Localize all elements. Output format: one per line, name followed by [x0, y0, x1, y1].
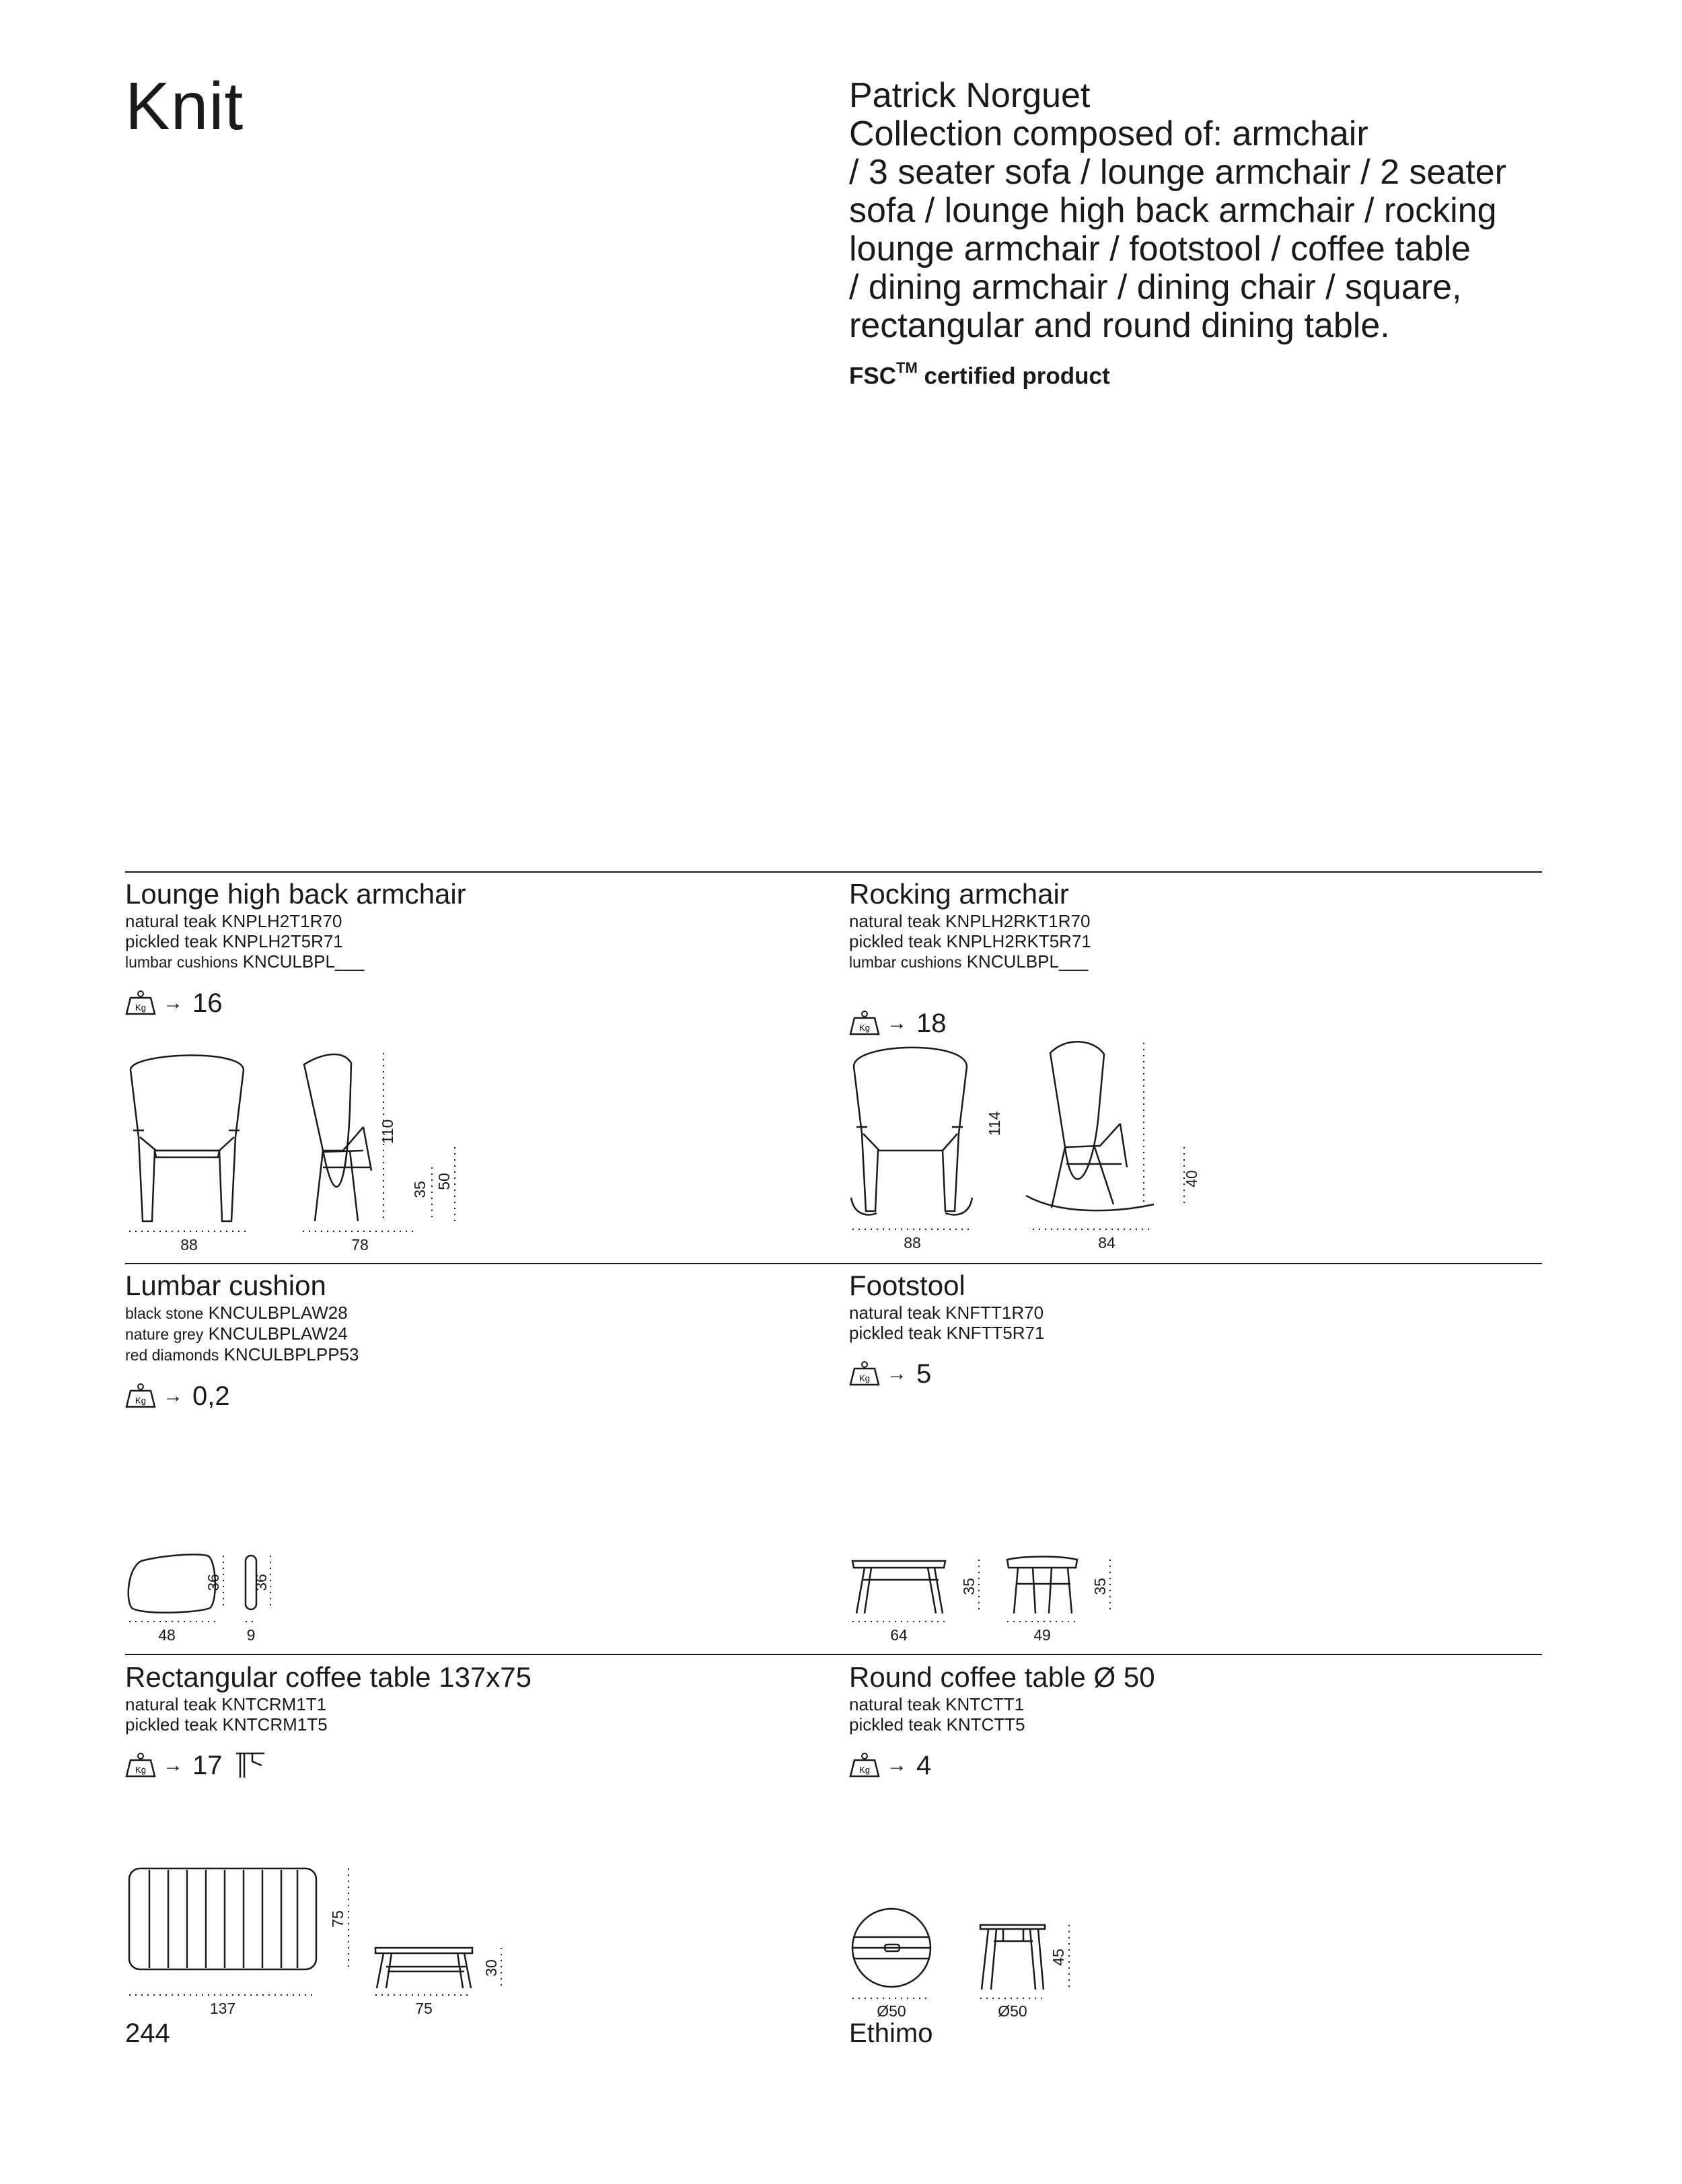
weight-value: 18 [916, 1008, 947, 1038]
code-value: KNCULBPL___ [966, 951, 1089, 972]
dim-side-width: 75 [415, 2000, 433, 2017]
svg-text:Kg: Kg [135, 1003, 146, 1013]
weight-icon [849, 1360, 880, 1387]
code-value: KNFTT5R71 [946, 1323, 1045, 1343]
fsc-tm: TM [896, 359, 918, 376]
dim-height: 36 [205, 1574, 222, 1591]
code-label: natural teak [849, 911, 941, 931]
code-value: KNFTT1R70 [945, 1303, 1044, 1323]
dim-side-diameter: Ø50 [998, 2002, 1027, 2020]
dim-side-height: 36 [252, 1574, 270, 1591]
code-row [849, 1694, 1155, 1714]
weight-value: 5 [916, 1358, 932, 1389]
dim-front-height: 35 [960, 1578, 978, 1595]
fsc-prefix: FSC [849, 363, 896, 390]
svg-text:Kg: Kg [135, 1395, 146, 1406]
product-rect-coffee-table [125, 1662, 532, 1782]
rect-coffee-table-drawing [121, 1860, 511, 2015]
page-number: 244 [125, 2018, 170, 2048]
code-value: KNPLH2T5R71 [222, 931, 343, 951]
dim-top-diameter: Ø50 [877, 2002, 906, 2020]
dim-top-length: 137 [209, 2000, 236, 2017]
product-name: Footstool [849, 1270, 965, 1301]
code-row [849, 1303, 1044, 1323]
product-name: Rocking armchair [849, 878, 1069, 910]
weight-icon [125, 990, 156, 1017]
weight-row [125, 1749, 532, 1782]
svg-text:Kg: Kg [859, 1765, 870, 1775]
dim-width: 48 [158, 1626, 176, 1644]
product-rocking-armchair [849, 879, 1091, 1040]
weight-icon [125, 1752, 156, 1779]
dim-side-height: 35 [1091, 1578, 1109, 1595]
weight-value: 17 [192, 1750, 223, 1780]
dim-front-width: 88 [180, 1236, 198, 1253]
code-label: natural teak [125, 1694, 217, 1714]
code-row [125, 911, 466, 931]
arrow-glyph: → [887, 1012, 907, 1034]
code-label: pickled teak [849, 931, 942, 951]
section-divider [125, 871, 1542, 873]
code-row [125, 1714, 532, 1735]
dim-height: 114 [986, 1111, 1003, 1136]
page-title: Knit [125, 69, 244, 144]
code-row [849, 951, 1091, 972]
code-row [125, 1323, 359, 1344]
product-codes [849, 1303, 1044, 1343]
code-label: pickled teak [125, 1714, 218, 1735]
intro-line: rectangular and round dining table. [849, 306, 1390, 345]
code-label: pickled teak [125, 931, 218, 951]
intro-line: lounge armchair / footstool / coffee table [849, 229, 1471, 268]
code-row [125, 1303, 359, 1323]
product-lounge-high-back [125, 879, 466, 1019]
arrow-glyph: → [163, 1385, 183, 1407]
weight-icon [849, 1752, 880, 1779]
code-label: lumbar cushions [125, 953, 238, 971]
product-name: Rectangular coffee table 137x75 [125, 1661, 532, 1693]
intro-line: / 3 seater sofa / lounge armchair / 2 seater [849, 153, 1506, 192]
code-value: KNPLH2RKT1R70 [945, 911, 1091, 931]
product-codes [125, 1694, 532, 1735]
weight-icon [849, 1010, 880, 1037]
code-label: natural teak [125, 911, 217, 931]
code-label: red diamonds [125, 1346, 219, 1364]
code-row [125, 931, 466, 951]
intro-line: sofa / lounge high back armchair / rocking [849, 191, 1497, 230]
weight-row [849, 1007, 1091, 1040]
code-value: KNPLH2T1R70 [221, 911, 342, 931]
product-round-coffee-table [849, 1662, 1155, 1782]
collection-intro [849, 77, 1616, 345]
code-row [125, 1344, 359, 1365]
code-row [849, 1323, 1044, 1343]
arrow-glyph: → [887, 1754, 907, 1776]
product-codes [849, 911, 1091, 972]
code-value: KNTCRM1T1 [221, 1694, 327, 1714]
dim-top-depth: 75 [329, 1910, 346, 1928]
fsc-certification [849, 359, 1110, 390]
code-value: KNTCTT5 [946, 1714, 1025, 1735]
product-lumbar-cushion [125, 1270, 359, 1412]
intro-line: / dining armchair / dining chair / square, [849, 268, 1462, 307]
rocking-armchair-drawing [844, 1040, 1208, 1251]
dim-side-depth: 49 [1033, 1626, 1051, 1644]
code-row [849, 931, 1091, 951]
dim-height: 110 [379, 1119, 396, 1144]
weight-row [125, 987, 466, 1019]
code-value: KNCULBPLAW28 [208, 1303, 348, 1323]
weight-icon [125, 1383, 156, 1410]
table-assembly-icon [235, 1751, 267, 1780]
code-label: natural teak [849, 1303, 941, 1323]
code-row [849, 1714, 1155, 1735]
code-label: nature grey [125, 1325, 204, 1343]
code-label: lumbar cushions [849, 953, 962, 971]
weight-value: 4 [916, 1750, 932, 1780]
lounge-high-back-drawing [121, 1050, 484, 1251]
section-divider [125, 1654, 1542, 1655]
round-coffee-table-drawing [844, 1901, 1100, 2020]
arrow-glyph: → [887, 1362, 907, 1385]
code-value: KNCULBPLAW24 [208, 1323, 348, 1344]
footstool-drawing [844, 1541, 1140, 1642]
dim-seat-height: 35 [411, 1181, 429, 1198]
weight-value: 0,2 [192, 1381, 230, 1411]
code-label: pickled teak [849, 1323, 942, 1343]
lumbar-cushion-drawing [121, 1541, 323, 1642]
code-value: KNTCRM1T5 [222, 1714, 328, 1735]
section-divider [125, 1263, 1542, 1264]
product-codes [125, 1303, 359, 1365]
dim-height: 30 [482, 1959, 500, 1977]
svg-text:Kg: Kg [859, 1373, 870, 1383]
product-codes [849, 1694, 1155, 1735]
dim-front-width: 64 [890, 1626, 908, 1644]
code-label: natural teak [849, 1694, 941, 1714]
code-value: KNCULBPLPP53 [223, 1344, 359, 1364]
fsc-suffix: certified product [917, 363, 1110, 390]
dim-height: 45 [1050, 1949, 1067, 1966]
dim-side-depth: 78 [351, 1236, 369, 1253]
code-row [849, 911, 1091, 931]
designer-name: Patrick Norguet [849, 76, 1091, 115]
brand-name: Ethimo [849, 2018, 933, 2048]
code-value: KNPLH2RKT5R71 [946, 931, 1091, 951]
svg-text:Kg: Kg [859, 1023, 870, 1033]
weight-row [125, 1380, 359, 1412]
product-name: Round coffee table Ø 50 [849, 1661, 1155, 1693]
code-value: KNTCTT1 [945, 1694, 1025, 1714]
dim-side-depth: 84 [1098, 1234, 1116, 1251]
dim-seat-height: 40 [1183, 1170, 1200, 1188]
arrow-glyph: → [163, 992, 183, 1014]
svg-text:Kg: Kg [135, 1765, 146, 1775]
code-value: KNCULBPL___ [242, 951, 365, 972]
code-label: black stone [125, 1305, 204, 1322]
product-name: Lumbar cushion [125, 1270, 326, 1301]
product-codes [125, 911, 466, 972]
product-footstool [849, 1270, 1044, 1390]
weight-value: 16 [192, 988, 223, 1018]
arrow-glyph: → [163, 1754, 183, 1776]
product-name: Lounge high back armchair [125, 878, 466, 910]
dim-thickness: 9 [246, 1626, 256, 1644]
weight-row [849, 1749, 1155, 1782]
code-label: pickled teak [849, 1714, 942, 1735]
dim-arm-height: 50 [435, 1173, 453, 1190]
intro-line: Collection composed of: armchair [849, 114, 1368, 153]
code-row [125, 951, 466, 972]
weight-row [849, 1358, 1044, 1390]
dim-front-width: 88 [904, 1234, 921, 1251]
code-row [125, 1694, 532, 1714]
